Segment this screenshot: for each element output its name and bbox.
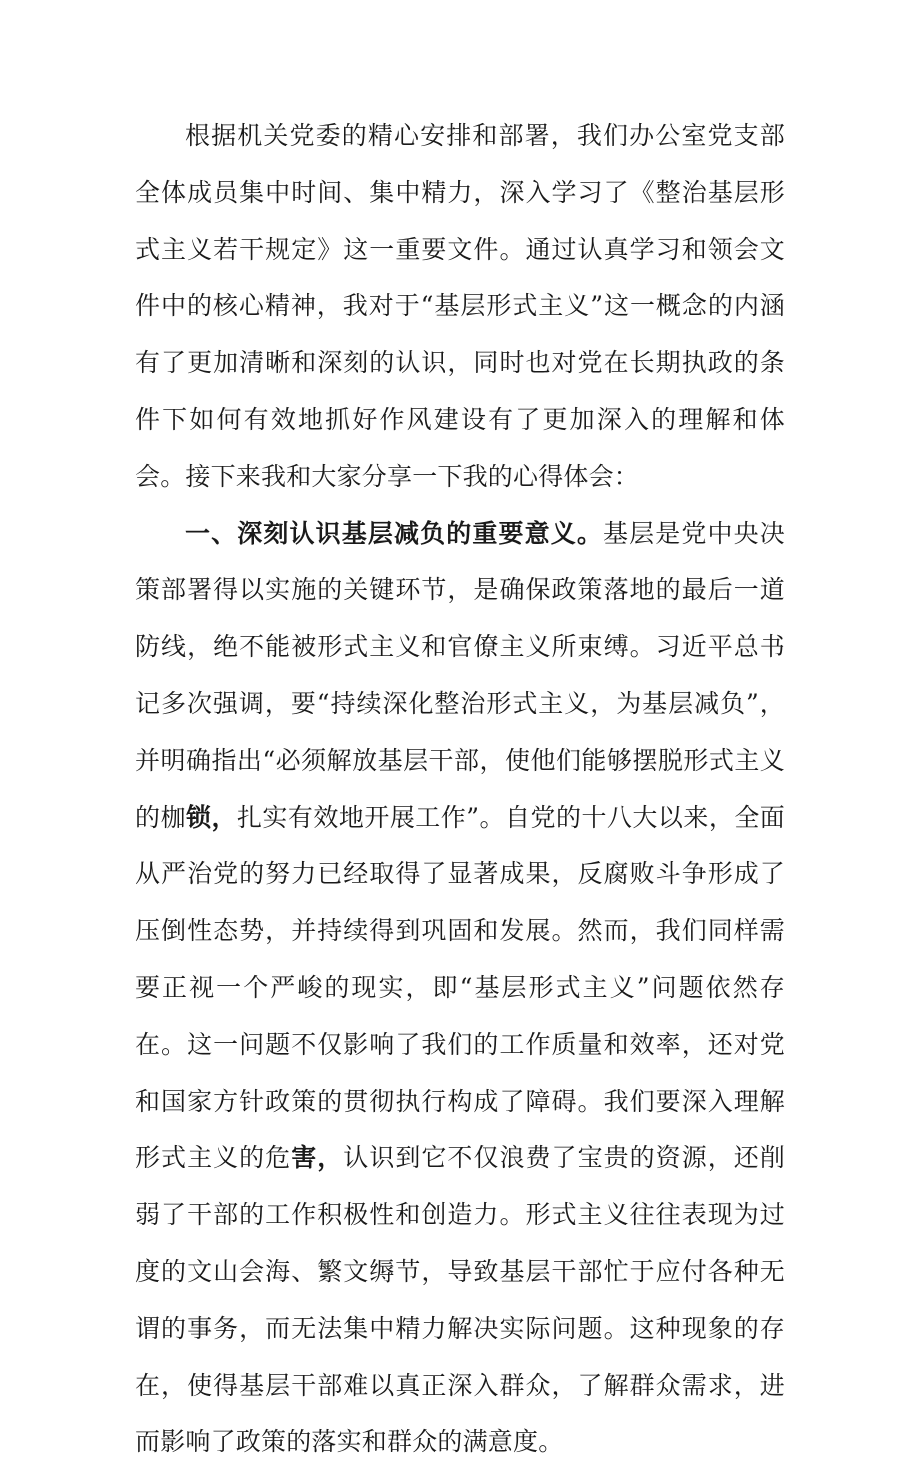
section-1-paragraph [135,506,785,1471]
section-1-bold-b: 害， [291,1143,344,1173]
section-1-heading: 一、深刻认识基层减负的重要意义。 [185,518,604,548]
section-1-text-c: 认识到它不仅浪费了宝贵的资源，还削弱了干部的工作积极性和创造力。形式主义往往表现为过度的文山会海、繁文缛节，导致基层干部忙于应付各种无谓的事务，而无法集中精力解决实际问题。这种现象的存在，使得基层干部难以真正深入群众，了解群众需求，进而影响了政策的落实和群众的满意度。 [135,1143,786,1457]
section-1-text-b: 扎实有效地开展工作”。自党的十八大以来，全面从严治党的努力已经取得了显著成果，反腐败斗争形成了压倒性态势，并持续得到巩固和发展。然而，我们同样需要正视一个严峻的现实，即“基层形式主义”问题依然存在。这一问题不仅影响了我们的工作质量和效率，还对党和国家方针政策的贯彻执行构成了障碍。我们要深入理解形式主义的危 [135,802,786,1173]
section-1-bold-a: 锁， [185,802,237,832]
section-1-text-a: 基层是党中央决策部署得以实施的关键环节，是确保政策落地的最后一道防线，绝不能被形式主义和官僚主义所束缚。习近平总书记多次强调，要“持续深化整治形式主义，为基层减负”，并明确指出“必须解放基层干部，使他们能够摆脱形式主义的枷 [135,518,785,832]
intro-paragraph: 根据机关党委的精心安排和部署，我们办公室党支部全体成员集中时间、集中精力，深入学习了《整治基层形式主义若干规定》这一重要文件。通过认真学习和领会文件中的核心精神，我对于“基层形式主义”这一概念的内涵有了更加清晰和深刻的认识，同时也对党在长期执政的条件下如何有效地抓好作风建设有了更加深入的理解和体会。接下来我和大家分享一下我的心得体会： [135,121,785,491]
document-body [135,108,785,1471]
